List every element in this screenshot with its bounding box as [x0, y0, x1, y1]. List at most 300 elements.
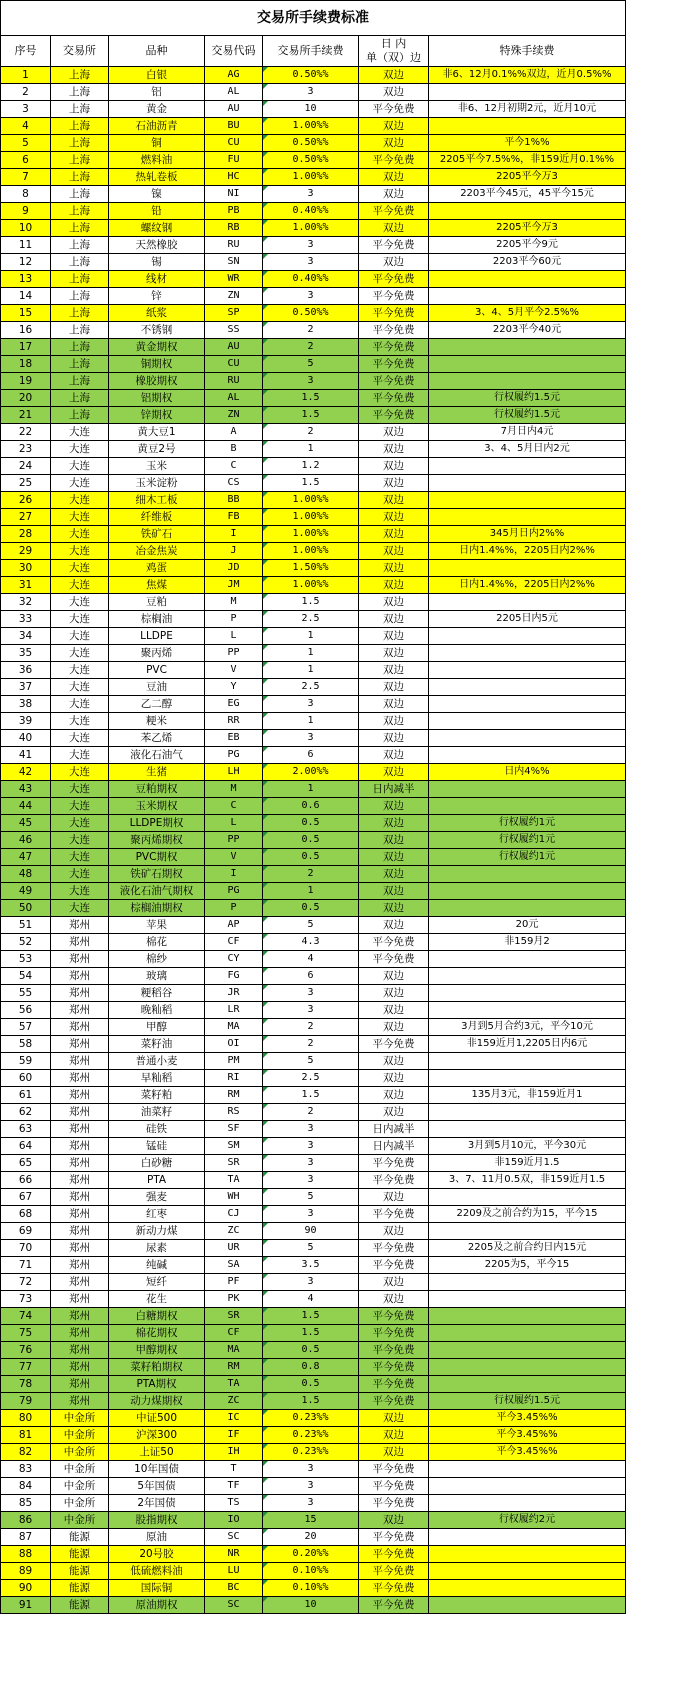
cell-special — [429, 1121, 626, 1138]
table-row — [1, 509, 626, 526]
cell-code: P — [205, 611, 263, 628]
cell-code: SS — [205, 322, 263, 339]
cell-intraday: 双边 — [359, 1410, 429, 1427]
cell-special — [429, 1053, 626, 1070]
cell-code: CF — [205, 934, 263, 951]
cell-intraday: 双边 — [359, 475, 429, 492]
cell-code: BC — [205, 1580, 263, 1597]
cell-code: IH — [205, 1444, 263, 1461]
cell-exchange: 郑州 — [51, 1121, 109, 1138]
cell-exchange: 上海 — [51, 339, 109, 356]
cell-special: 3、7、11月0.5双，非159近月1.5 — [429, 1172, 626, 1189]
cell-fee: 3 — [263, 1461, 359, 1478]
cell-exchange: 郑州 — [51, 1325, 109, 1342]
table-row — [1, 815, 626, 832]
cell-seq: 69 — [1, 1223, 51, 1240]
cell-special — [429, 730, 626, 747]
table-row — [1, 713, 626, 730]
cell-seq: 68 — [1, 1206, 51, 1223]
cell-product: 铜 — [109, 135, 205, 152]
cell-intraday: 双边 — [359, 662, 429, 679]
cell-code: OI — [205, 1036, 263, 1053]
cell-intraday: 平今免费 — [359, 951, 429, 968]
cell-special — [429, 1563, 626, 1580]
cell-special: 3月到5月10元，平今30元 — [429, 1138, 626, 1155]
table-row — [1, 628, 626, 645]
cell-intraday: 平今免费 — [359, 339, 429, 356]
cell-seq: 86 — [1, 1512, 51, 1529]
cell-fee: 1 — [263, 883, 359, 900]
cell-product: PVC期权 — [109, 849, 205, 866]
cell-product: 玉米期权 — [109, 798, 205, 815]
cell-product: 冶金焦炭 — [109, 543, 205, 560]
cell-special: 3、4、5月平今2.5%% — [429, 305, 626, 322]
cell-special: 行权履约1元 — [429, 849, 626, 866]
fee-table-body — [1, 67, 626, 1614]
cell-fee: 1.5 — [263, 594, 359, 611]
cell-exchange: 郑州 — [51, 1087, 109, 1104]
cell-special — [429, 747, 626, 764]
cell-code: TS — [205, 1495, 263, 1512]
cell-intraday: 平今免费 — [359, 1461, 429, 1478]
cell-fee: 3 — [263, 373, 359, 390]
table-row — [1, 1223, 626, 1240]
table-row — [1, 1087, 626, 1104]
cell-intraday: 双边 — [359, 254, 429, 271]
cell-fee: 3 — [263, 1155, 359, 1172]
cell-special — [429, 900, 626, 917]
cell-fee: 1 — [263, 713, 359, 730]
cell-seq: 73 — [1, 1291, 51, 1308]
cell-code: SF — [205, 1121, 263, 1138]
cell-code: BB — [205, 492, 263, 509]
cell-product: LLDPE期权 — [109, 815, 205, 832]
cell-exchange: 大连 — [51, 832, 109, 849]
cell-product: 聚丙烯 — [109, 645, 205, 662]
table-row — [1, 1138, 626, 1155]
cell-fee: 3 — [263, 84, 359, 101]
table-row — [1, 1325, 626, 1342]
cell-intraday: 双边 — [359, 220, 429, 237]
cell-product: 上证50 — [109, 1444, 205, 1461]
cell-fee: 0.5 — [263, 1376, 359, 1393]
cell-code: BU — [205, 118, 263, 135]
cell-seq: 52 — [1, 934, 51, 951]
cell-fee: 1.5 — [263, 1087, 359, 1104]
cell-fee: 4 — [263, 1291, 359, 1308]
cell-intraday: 平今免费 — [359, 373, 429, 390]
cell-product: 细木工板 — [109, 492, 205, 509]
cell-exchange: 大连 — [51, 730, 109, 747]
table-row — [1, 985, 626, 1002]
cell-seq: 11 — [1, 237, 51, 254]
table-row — [1, 1240, 626, 1257]
cell-fee: 1 — [263, 441, 359, 458]
table-row — [1, 475, 626, 492]
cell-code: NI — [205, 186, 263, 203]
cell-seq: 61 — [1, 1087, 51, 1104]
cell-intraday: 平今免费 — [359, 390, 429, 407]
cell-code: I — [205, 866, 263, 883]
cell-exchange: 上海 — [51, 237, 109, 254]
cell-product: 鸡蛋 — [109, 560, 205, 577]
cell-intraday: 平今免费 — [359, 1257, 429, 1274]
cell-code: WH — [205, 1189, 263, 1206]
cell-fee: 0.10%% — [263, 1580, 359, 1597]
cell-fee: 5 — [263, 356, 359, 373]
cell-seq: 71 — [1, 1257, 51, 1274]
cell-fee: 1.5 — [263, 1393, 359, 1410]
table-row — [1, 322, 626, 339]
cell-special — [429, 458, 626, 475]
cell-seq: 28 — [1, 526, 51, 543]
cell-product: 豆粕 — [109, 594, 205, 611]
cell-seq: 77 — [1, 1359, 51, 1376]
cell-fee: 3 — [263, 1002, 359, 1019]
cell-exchange: 郑州 — [51, 917, 109, 934]
cell-special — [429, 271, 626, 288]
table-row — [1, 1512, 626, 1529]
table-row — [1, 1002, 626, 1019]
cell-fee: 5 — [263, 1189, 359, 1206]
cell-code: L — [205, 815, 263, 832]
cell-special — [429, 781, 626, 798]
cell-intraday: 平今免费 — [359, 934, 429, 951]
cell-code: SN — [205, 254, 263, 271]
cell-product: 橡胶期权 — [109, 373, 205, 390]
cell-exchange: 能源 — [51, 1546, 109, 1563]
cell-special — [429, 1376, 626, 1393]
cell-seq: 66 — [1, 1172, 51, 1189]
cell-seq: 37 — [1, 679, 51, 696]
table-row — [1, 611, 626, 628]
cell-product: 焦煤 — [109, 577, 205, 594]
cell-seq: 57 — [1, 1019, 51, 1036]
cell-seq: 50 — [1, 900, 51, 917]
cell-special — [429, 1070, 626, 1087]
cell-product: 锌 — [109, 288, 205, 305]
cell-product: 纸浆 — [109, 305, 205, 322]
cell-fee: 6 — [263, 747, 359, 764]
cell-product: 甲醇 — [109, 1019, 205, 1036]
cell-exchange: 郑州 — [51, 1223, 109, 1240]
cell-code: C — [205, 798, 263, 815]
cell-seq: 60 — [1, 1070, 51, 1087]
cell-exchange: 上海 — [51, 118, 109, 135]
table-row — [1, 373, 626, 390]
table-row — [1, 866, 626, 883]
cell-intraday: 日内减半 — [359, 781, 429, 798]
cell-seq: 9 — [1, 203, 51, 220]
cell-code: TA — [205, 1376, 263, 1393]
cell-seq: 58 — [1, 1036, 51, 1053]
cell-code: RM — [205, 1087, 263, 1104]
cell-product: 普通小麦 — [109, 1053, 205, 1070]
table-row — [1, 186, 626, 203]
table-row — [1, 917, 626, 934]
cell-exchange: 郑州 — [51, 934, 109, 951]
cell-exchange: 大连 — [51, 475, 109, 492]
table-row — [1, 1206, 626, 1223]
cell-intraday: 双边 — [359, 509, 429, 526]
cell-exchange: 中金所 — [51, 1478, 109, 1495]
cell-product: 中证500 — [109, 1410, 205, 1427]
cell-exchange: 大连 — [51, 577, 109, 594]
cell-intraday: 平今免费 — [359, 271, 429, 288]
cell-product: 铝 — [109, 84, 205, 101]
cell-exchange: 上海 — [51, 288, 109, 305]
cell-seq: 53 — [1, 951, 51, 968]
cell-special — [429, 288, 626, 305]
cell-seq: 15 — [1, 305, 51, 322]
table-row — [1, 1597, 626, 1614]
table-row — [1, 152, 626, 169]
cell-exchange: 大连 — [51, 713, 109, 730]
cell-exchange: 中金所 — [51, 1427, 109, 1444]
cell-product: LLDPE — [109, 628, 205, 645]
cell-fee: 0.50%% — [263, 67, 359, 84]
cell-special — [429, 356, 626, 373]
table-row — [1, 1495, 626, 1512]
cell-product: 硅铁 — [109, 1121, 205, 1138]
cell-fee: 3 — [263, 1138, 359, 1155]
table-row — [1, 883, 626, 900]
cell-seq: 87 — [1, 1529, 51, 1546]
cell-code: B — [205, 441, 263, 458]
cell-fee: 4.3 — [263, 934, 359, 951]
cell-code: NR — [205, 1546, 263, 1563]
table-row — [1, 1342, 626, 1359]
cell-exchange: 上海 — [51, 101, 109, 118]
cell-code: P — [205, 900, 263, 917]
cell-special: 135月3元，非159近月1 — [429, 1087, 626, 1104]
table-row — [1, 1155, 626, 1172]
cell-exchange: 大连 — [51, 594, 109, 611]
cell-fee: 0.50%% — [263, 305, 359, 322]
cell-fee: 10 — [263, 101, 359, 118]
cell-product: 新动力煤 — [109, 1223, 205, 1240]
table-row — [1, 1274, 626, 1291]
table-row — [1, 1053, 626, 1070]
cell-fee: 3 — [263, 985, 359, 1002]
cell-intraday: 平今免费 — [359, 1206, 429, 1223]
cell-special — [429, 1495, 626, 1512]
table-row — [1, 1580, 626, 1597]
table-row — [1, 951, 626, 968]
cell-fee: 5 — [263, 1053, 359, 1070]
cell-exchange: 郑州 — [51, 1036, 109, 1053]
cell-intraday: 双边 — [359, 441, 429, 458]
cell-special — [429, 1325, 626, 1342]
cell-intraday: 双边 — [359, 186, 429, 203]
cell-exchange: 上海 — [51, 373, 109, 390]
cell-code: EB — [205, 730, 263, 747]
table-title: 交易所手续费标准 — [1, 1, 626, 36]
cell-fee: 1.50%% — [263, 560, 359, 577]
cell-product: 菜籽油 — [109, 1036, 205, 1053]
cell-product: 豆油 — [109, 679, 205, 696]
cell-exchange: 能源 — [51, 1580, 109, 1597]
cell-product: 铅 — [109, 203, 205, 220]
cell-intraday: 双边 — [359, 764, 429, 781]
cell-exchange: 大连 — [51, 424, 109, 441]
cell-exchange: 上海 — [51, 271, 109, 288]
cell-code: PG — [205, 883, 263, 900]
cell-exchange: 大连 — [51, 696, 109, 713]
cell-intraday: 平今免费 — [359, 1563, 429, 1580]
cell-intraday: 双边 — [359, 696, 429, 713]
table-row — [1, 662, 626, 679]
cell-intraday: 平今免费 — [359, 1342, 429, 1359]
cell-product: 国际铜 — [109, 1580, 205, 1597]
cell-seq: 62 — [1, 1104, 51, 1121]
cell-exchange: 上海 — [51, 135, 109, 152]
cell-product: 玻璃 — [109, 968, 205, 985]
cell-product: 10年国债 — [109, 1461, 205, 1478]
table-row — [1, 441, 626, 458]
cell-product: 早籼稻 — [109, 1070, 205, 1087]
cell-fee: 1.5 — [263, 390, 359, 407]
cell-special — [429, 1478, 626, 1495]
cell-code: CU — [205, 135, 263, 152]
cell-product: 黄金期权 — [109, 339, 205, 356]
table-row — [1, 696, 626, 713]
cell-exchange: 上海 — [51, 322, 109, 339]
cell-special — [429, 560, 626, 577]
table-row — [1, 1529, 626, 1546]
cell-special: 平今3.45%% — [429, 1410, 626, 1427]
cell-exchange: 大连 — [51, 645, 109, 662]
cell-code: RS — [205, 1104, 263, 1121]
cell-special: 行权履约2元 — [429, 1512, 626, 1529]
cell-special: 平今3.45%% — [429, 1444, 626, 1461]
cell-special — [429, 492, 626, 509]
cell-exchange: 上海 — [51, 169, 109, 186]
cell-exchange: 大连 — [51, 628, 109, 645]
table-row — [1, 1546, 626, 1563]
cell-code: RB — [205, 220, 263, 237]
cell-intraday: 平今免费 — [359, 305, 429, 322]
cell-intraday: 平今免费 — [359, 1529, 429, 1546]
cell-product: 玉米 — [109, 458, 205, 475]
cell-seq: 4 — [1, 118, 51, 135]
cell-code: RI — [205, 1070, 263, 1087]
cell-product: 棕榈油 — [109, 611, 205, 628]
cell-intraday: 平今免费 — [359, 237, 429, 254]
cell-exchange: 中金所 — [51, 1495, 109, 1512]
cell-code: SR — [205, 1155, 263, 1172]
cell-code: CY — [205, 951, 263, 968]
cell-product: 玉米淀粉 — [109, 475, 205, 492]
cell-code: V — [205, 849, 263, 866]
cell-seq: 35 — [1, 645, 51, 662]
cell-exchange: 大连 — [51, 883, 109, 900]
cell-fee: 1.2 — [263, 458, 359, 475]
cell-seq: 41 — [1, 747, 51, 764]
cell-seq: 90 — [1, 1580, 51, 1597]
cell-exchange: 郑州 — [51, 985, 109, 1002]
cell-code: SP — [205, 305, 263, 322]
cell-exchange: 大连 — [51, 611, 109, 628]
cell-fee: 2 — [263, 866, 359, 883]
cell-exchange: 能源 — [51, 1563, 109, 1580]
cell-exchange: 大连 — [51, 764, 109, 781]
cell-code: RU — [205, 373, 263, 390]
cell-code: RU — [205, 237, 263, 254]
table-row — [1, 645, 626, 662]
cell-fee: 90 — [263, 1223, 359, 1240]
cell-special: 2203平今60元 — [429, 254, 626, 271]
cell-product: 原油 — [109, 1529, 205, 1546]
cell-seq: 32 — [1, 594, 51, 611]
table-row — [1, 67, 626, 84]
cell-code: CU — [205, 356, 263, 373]
table-row — [1, 577, 626, 594]
header-row — [1, 36, 626, 67]
cell-code: JD — [205, 560, 263, 577]
cell-special — [429, 1002, 626, 1019]
table-row — [1, 679, 626, 696]
cell-intraday: 双边 — [359, 1070, 429, 1087]
cell-code: TF — [205, 1478, 263, 1495]
cell-seq: 3 — [1, 101, 51, 118]
cell-fee: 0.50%% — [263, 135, 359, 152]
cell-seq: 91 — [1, 1597, 51, 1614]
cell-intraday: 平今免费 — [359, 1155, 429, 1172]
cell-fee: 3 — [263, 1274, 359, 1291]
cell-product: 石油沥青 — [109, 118, 205, 135]
cell-fee: 1.00%% — [263, 492, 359, 509]
cell-seq: 59 — [1, 1053, 51, 1070]
cell-special — [429, 662, 626, 679]
header-code: 交易代码 — [205, 36, 263, 67]
cell-fee: 1.00%% — [263, 543, 359, 560]
cell-product: 甲醇期权 — [109, 1342, 205, 1359]
cell-fee: 1.00%% — [263, 509, 359, 526]
cell-seq: 16 — [1, 322, 51, 339]
cell-exchange: 大连 — [51, 900, 109, 917]
table-row — [1, 543, 626, 560]
cell-intraday: 平今免费 — [359, 1597, 429, 1614]
cell-seq: 30 — [1, 560, 51, 577]
cell-exchange: 大连 — [51, 849, 109, 866]
cell-product: 20号胶 — [109, 1546, 205, 1563]
cell-fee: 1.00%% — [263, 577, 359, 594]
cell-intraday: 双边 — [359, 1104, 429, 1121]
cell-special — [429, 951, 626, 968]
cell-product: 铁矿石期权 — [109, 866, 205, 883]
table-row — [1, 305, 626, 322]
cell-seq: 29 — [1, 543, 51, 560]
cell-special — [429, 679, 626, 696]
cell-seq: 65 — [1, 1155, 51, 1172]
table-row — [1, 798, 626, 815]
cell-fee: 0.5 — [263, 832, 359, 849]
cell-code: CF — [205, 1325, 263, 1342]
cell-special: 平今1%% — [429, 135, 626, 152]
cell-code: IF — [205, 1427, 263, 1444]
cell-special: 行权履约1.5元 — [429, 407, 626, 424]
cell-special: 2203平今40元 — [429, 322, 626, 339]
cell-special: 日内1.4%%，2205日内2%% — [429, 577, 626, 594]
cell-intraday: 双边 — [359, 815, 429, 832]
cell-product: 晚籼稻 — [109, 1002, 205, 1019]
cell-fee: 3 — [263, 186, 359, 203]
cell-intraday: 平今免费 — [359, 1325, 429, 1342]
cell-code: ZC — [205, 1223, 263, 1240]
cell-product: PTA期权 — [109, 1376, 205, 1393]
cell-intraday: 平今免费 — [359, 322, 429, 339]
